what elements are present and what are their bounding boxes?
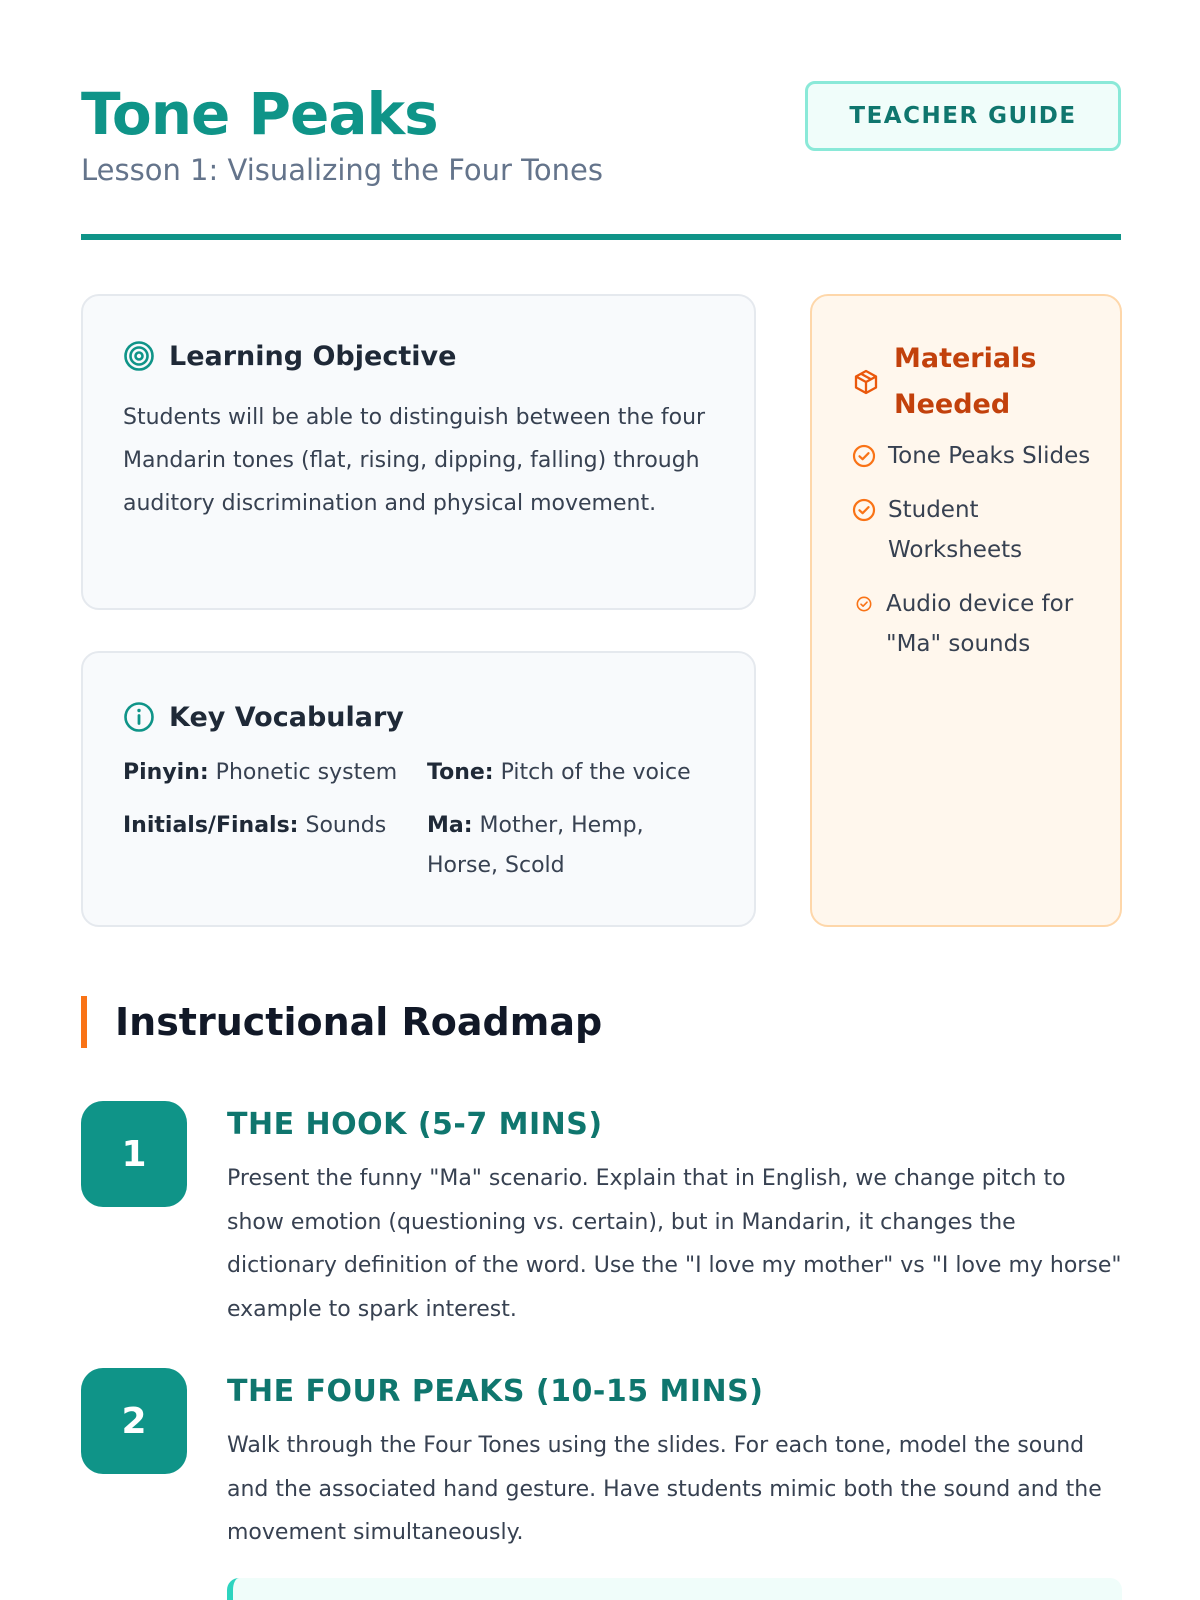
materials-needed-title: Materials Needed [894,343,1037,420]
materials-list-item [852,584,1102,664]
step-title: THE FOUR PEAKS (10-15 MINS) [227,1374,764,1409]
vocabulary-term: Initials/Finals: [123,813,299,838]
key-vocabulary-card [81,651,756,927]
step-number-badge: 1 [81,1101,187,1207]
page-title: Tone Peaks [81,80,438,148]
material-label: Tone Peaks Slides [888,443,1091,469]
tip-callout-box [227,1578,1122,1600]
teacher-guide-button[interactable]: TEACHER GUIDE [805,81,1121,151]
check-circle-icon [852,498,876,522]
learning-objective-heading [123,340,456,372]
vocabulary-definition: Sounds [305,813,387,838]
vocabulary-item [427,806,697,886]
learning-objective-text: Students will be able to distinguish between the four Mandarin tones (flat, rising, dipping, falling) through auditory discrimination and physical movement. [123,405,706,516]
page-header [81,78,1121,246]
material-label: Audio device for "Ma" sounds [886,591,1074,657]
materials-list [852,436,1102,678]
materials-list-item [852,436,1102,476]
step-title: THE HOOK (5-7 MINS) [227,1107,603,1142]
roadmap-title: Instructional Roadmap [115,1000,603,1044]
materials-needed-card [810,294,1122,927]
vocabulary-definition: Phonetic system [215,760,398,785]
vocabulary-item [123,806,423,846]
step-number-badge: 2 [81,1368,187,1474]
step-description: Walk through the Four Tones using the slides. For each tone, model the sound and the associated hand gesture. Have students mimic both the sound and the movement simultaneously. [227,1433,1102,1545]
vocabulary-term: Pinyin: [123,760,209,785]
key-vocabulary-title: Key Vocabulary [169,701,404,733]
package-icon [852,368,880,396]
materials-needed-heading [852,336,1084,428]
check-circle-icon [852,444,876,468]
check-circle-icon [856,596,872,612]
header-divider [81,234,1121,240]
learning-objective-title: Learning Objective [169,340,457,372]
roadmap-heading [81,996,602,1048]
vocabulary-term: Ma: [427,813,473,838]
vocabulary-term: Tone: [427,760,494,785]
vocabulary-item [427,753,733,793]
vocabulary-item [123,753,423,793]
vocabulary-definition: Pitch of the voice [500,760,691,785]
info-icon [123,701,155,733]
roadmap-accent-bar [81,996,87,1048]
learning-objective-card [81,294,756,610]
material-label: Student Worksheets [888,497,1023,563]
target-icon [123,340,155,372]
key-vocabulary-heading [123,701,404,733]
materials-list-item [852,490,1102,570]
step-description: Present the funny "Ma" scenario. Explain that in English, we change pitch to show emotion (questioning vs. certain), but in Mandarin, it changes the dictionary definition of the word. Use the "I love my mother" vs "I love my horse" example to spark interest. [227,1166,1122,1322]
page-subtitle: Lesson 1: Visualizing the Four Tones [81,153,603,187]
vocabulary-definition: Mother, Hemp, Horse, Scold [427,813,644,878]
